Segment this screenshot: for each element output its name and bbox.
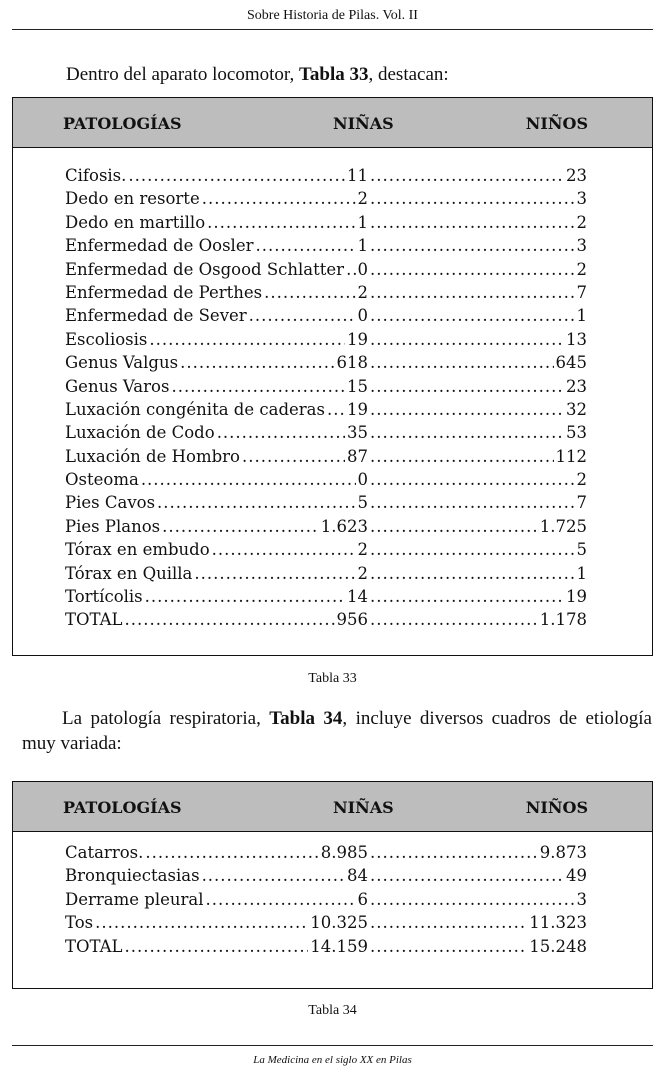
row-label-segment bbox=[65, 841, 370, 864]
table-33-header bbox=[13, 98, 652, 148]
header-patologias: PATOLOGÍAS bbox=[63, 798, 182, 817]
row-value-ninas: 1 bbox=[356, 211, 371, 234]
row-ninos-segment bbox=[370, 445, 589, 468]
row-ninos-segment bbox=[370, 164, 589, 187]
row-value-ninas: 8.985 bbox=[319, 841, 370, 864]
row-value-ninas: 0 bbox=[356, 304, 371, 327]
row-value-ninos: 32 bbox=[564, 398, 589, 421]
row-ninos-segment bbox=[370, 398, 589, 421]
table-33-caption: Tabla 33 bbox=[308, 671, 357, 686]
row-ninos-segment bbox=[370, 864, 589, 887]
leader-dots bbox=[370, 187, 575, 210]
table-34-header bbox=[13, 782, 652, 832]
row-value-ninos: 3 bbox=[575, 187, 590, 210]
row-ninos-segment bbox=[370, 538, 589, 561]
row-value-ninas: 15 bbox=[345, 375, 370, 398]
row-value-ninas: 11 bbox=[345, 164, 370, 187]
row-label-segment bbox=[65, 608, 370, 631]
row-label: Enfermedad de Sever bbox=[65, 304, 249, 327]
leader-dots bbox=[370, 211, 575, 234]
row-value-ninas: 618 bbox=[335, 351, 371, 374]
row-value-ninos: 5 bbox=[575, 538, 590, 561]
row-label-segment bbox=[65, 491, 370, 514]
row-ninos-segment bbox=[370, 491, 589, 514]
leader-dots bbox=[194, 562, 355, 585]
row-value-ninas: 2 bbox=[356, 281, 371, 304]
row-label-segment bbox=[65, 538, 370, 561]
row-label-segment bbox=[65, 211, 370, 234]
header-ninas: NIÑAS bbox=[333, 114, 394, 133]
header-ninas: NIÑAS bbox=[333, 798, 394, 817]
leader-dots bbox=[370, 164, 564, 187]
leader-dots bbox=[264, 281, 355, 304]
row-label-segment bbox=[65, 234, 370, 257]
table-row bbox=[65, 585, 589, 608]
table-row bbox=[65, 258, 589, 281]
row-ninos-segment bbox=[370, 258, 589, 281]
leader-dots bbox=[125, 608, 335, 631]
table-row bbox=[65, 281, 589, 304]
leader-dots bbox=[370, 888, 575, 911]
row-ninos-segment bbox=[370, 888, 589, 911]
row-label: TOTAL bbox=[65, 935, 125, 958]
row-label-segment bbox=[65, 281, 370, 304]
row-label: Pies Cavos bbox=[65, 491, 157, 514]
table-34-caption: Tabla 34 bbox=[308, 1003, 357, 1018]
table-row bbox=[65, 841, 589, 864]
leader-dots bbox=[370, 398, 564, 421]
row-value-ninos: 3 bbox=[575, 234, 590, 257]
header-rule bbox=[12, 29, 653, 30]
row-label: Genus Valgus bbox=[65, 351, 180, 374]
row-value-ninos: 49 bbox=[564, 864, 589, 887]
leader-dots bbox=[370, 421, 564, 444]
row-label-segment bbox=[65, 328, 370, 351]
row-label-segment bbox=[65, 935, 370, 958]
table-33 bbox=[12, 97, 653, 656]
table-row bbox=[65, 234, 589, 257]
row-value-ninas: 2 bbox=[356, 187, 371, 210]
leader-dots bbox=[370, 911, 527, 934]
row-label: Escoliosis bbox=[65, 328, 149, 351]
row-value-ninos: 23 bbox=[564, 164, 589, 187]
leader-dots bbox=[125, 935, 309, 958]
row-value-ninas: 19 bbox=[345, 398, 370, 421]
table-34 bbox=[12, 781, 653, 989]
row-label: Luxación de Hombro bbox=[65, 445, 242, 468]
row-label: Pies Planos bbox=[65, 515, 162, 538]
row-value-ninos: 7 bbox=[575, 491, 590, 514]
leader-dots bbox=[95, 911, 308, 934]
table-row bbox=[65, 187, 589, 210]
leader-dots bbox=[370, 304, 575, 327]
table-33-rows bbox=[65, 164, 589, 632]
row-value-ninos: 645 bbox=[554, 351, 590, 374]
leader-dots bbox=[145, 585, 345, 608]
intro-2-text-b: , incluye diversos cuadros de etiología muy variada: bbox=[22, 708, 652, 754]
row-label: Derrame pleural bbox=[65, 888, 206, 911]
intro-1-text-a: Dentro del aparato locomotor, bbox=[66, 64, 299, 85]
row-value-ninas: 10.325 bbox=[308, 911, 370, 934]
leader-dots bbox=[207, 211, 355, 234]
table-row bbox=[65, 608, 589, 631]
row-value-ninos: 19 bbox=[564, 585, 589, 608]
row-ninos-segment bbox=[370, 281, 589, 304]
table-row bbox=[65, 164, 589, 187]
table-row bbox=[65, 398, 589, 421]
row-label-segment bbox=[65, 864, 370, 887]
table-row bbox=[65, 935, 589, 958]
leader-dots bbox=[370, 351, 554, 374]
row-value-ninas: 2 bbox=[356, 538, 371, 561]
header-ninos: NIÑOS bbox=[525, 114, 588, 133]
row-value-ninas: 14.159 bbox=[308, 935, 370, 958]
header-patologias: PATOLOGÍAS bbox=[63, 114, 182, 133]
row-label: Enfermedad de Oosler bbox=[65, 234, 255, 257]
row-label-segment bbox=[65, 515, 370, 538]
row-label: Cifosis. bbox=[65, 164, 128, 187]
row-label-segment bbox=[65, 304, 370, 327]
leader-dots bbox=[370, 328, 564, 351]
intro-2-text-a: La patología respiratoria, bbox=[62, 708, 270, 729]
row-value-ninos: 1 bbox=[575, 304, 590, 327]
row-value-ninos: 1.178 bbox=[538, 608, 589, 631]
row-value-ninos: 23 bbox=[564, 375, 589, 398]
leader-dots bbox=[370, 935, 527, 958]
leader-dots bbox=[370, 445, 554, 468]
table-row bbox=[65, 328, 589, 351]
leader-dots bbox=[249, 304, 356, 327]
leader-dots bbox=[206, 888, 356, 911]
row-ninos-segment bbox=[370, 328, 589, 351]
row-value-ninas: 1 bbox=[356, 234, 371, 257]
row-value-ninas: 0 bbox=[356, 258, 371, 281]
intro-paragraph-1 bbox=[66, 62, 656, 87]
table-row bbox=[65, 538, 589, 561]
row-value-ninas: 19 bbox=[345, 328, 370, 351]
row-label: Enfermedad de Osgood Schlatter bbox=[65, 258, 346, 281]
row-label-segment bbox=[65, 445, 370, 468]
row-value-ninos: 7 bbox=[575, 281, 590, 304]
row-value-ninas: 2 bbox=[356, 562, 371, 585]
row-ninos-segment bbox=[370, 562, 589, 585]
table-34-rows bbox=[65, 841, 589, 958]
row-label: Dedo en resorte bbox=[65, 187, 202, 210]
row-label: Tos bbox=[65, 911, 95, 934]
row-value-ninas: 35 bbox=[345, 421, 370, 444]
leader-dots bbox=[370, 585, 564, 608]
table-row bbox=[65, 864, 589, 887]
row-value-ninas: 6 bbox=[356, 888, 371, 911]
intro-1-text-b: , destacan: bbox=[368, 64, 449, 85]
row-value-ninos: 11.323 bbox=[527, 911, 589, 934]
row-value-ninas: 14 bbox=[345, 585, 370, 608]
row-label: Luxación congénita de caderas bbox=[65, 398, 327, 421]
row-value-ninas: 956 bbox=[335, 608, 371, 631]
row-value-ninas: 84 bbox=[345, 864, 370, 887]
row-label: Tórax en Quilla bbox=[65, 562, 194, 585]
row-value-ninos: 15.248 bbox=[527, 935, 589, 958]
intro-2-table-ref: Tabla 34 bbox=[269, 708, 343, 729]
row-label-segment bbox=[65, 398, 370, 421]
row-value-ninos: 9.873 bbox=[538, 841, 589, 864]
row-label-segment bbox=[65, 375, 370, 398]
row-ninos-segment bbox=[370, 935, 589, 958]
row-ninos-segment bbox=[370, 234, 589, 257]
table-row bbox=[65, 491, 589, 514]
row-ninos-segment bbox=[370, 421, 589, 444]
intro-1-table-ref: Tabla 33 bbox=[298, 64, 369, 85]
leader-dots bbox=[370, 515, 538, 538]
table-row bbox=[65, 375, 589, 398]
table-row bbox=[65, 515, 589, 538]
leader-dots bbox=[212, 538, 356, 561]
row-value-ninos: 2 bbox=[575, 211, 590, 234]
row-label: Genus Varos bbox=[65, 375, 171, 398]
leader-dots bbox=[171, 375, 345, 398]
table-row bbox=[65, 304, 589, 327]
row-label-segment bbox=[65, 888, 370, 911]
leader-dots bbox=[370, 234, 575, 257]
row-value-ninos: 3 bbox=[575, 888, 590, 911]
row-value-ninas: 1.623 bbox=[319, 515, 370, 538]
row-ninos-segment bbox=[370, 911, 589, 934]
leader-dots bbox=[180, 351, 334, 374]
row-ninos-segment bbox=[370, 468, 589, 491]
running-footer: La Medicina en el siglo XX en Pilas bbox=[253, 1054, 412, 1066]
leader-dots bbox=[370, 841, 538, 864]
table-row bbox=[65, 911, 589, 934]
row-label-segment bbox=[65, 421, 370, 444]
row-label: Bronquiectasias bbox=[65, 864, 202, 887]
table-row bbox=[65, 888, 589, 911]
table-row bbox=[65, 421, 589, 444]
row-value-ninos: 1 bbox=[575, 562, 590, 585]
row-label: Tórax en embudo bbox=[65, 538, 212, 561]
leader-dots bbox=[157, 491, 355, 514]
row-label: Luxación de Codo bbox=[65, 421, 217, 444]
row-label: TOTAL bbox=[65, 608, 125, 631]
row-label-segment bbox=[65, 351, 370, 374]
row-label-segment bbox=[65, 468, 370, 491]
row-ninos-segment bbox=[370, 375, 589, 398]
row-ninos-segment bbox=[370, 515, 589, 538]
footer-rule bbox=[12, 1045, 653, 1046]
leader-dots bbox=[370, 538, 575, 561]
row-value-ninos: 53 bbox=[564, 421, 589, 444]
table-row bbox=[65, 351, 589, 374]
row-value-ninos: 2 bbox=[575, 468, 590, 491]
leader-dots bbox=[202, 187, 356, 210]
row-label: Tortícolis bbox=[65, 585, 145, 608]
leader-dots bbox=[255, 234, 355, 257]
row-ninos-segment bbox=[370, 304, 589, 327]
intro-paragraph-2 bbox=[22, 706, 652, 756]
leader-dots bbox=[370, 468, 575, 491]
leader-dots bbox=[145, 841, 318, 864]
leader-dots bbox=[327, 398, 345, 421]
row-ninos-segment bbox=[370, 187, 589, 210]
leader-dots bbox=[346, 258, 355, 281]
leader-dots bbox=[370, 562, 575, 585]
leader-dots bbox=[370, 258, 575, 281]
row-label: Dedo en martillo bbox=[65, 211, 207, 234]
leader-dots bbox=[370, 608, 538, 631]
table-row bbox=[65, 562, 589, 585]
leader-dots bbox=[370, 281, 575, 304]
row-ninos-segment bbox=[370, 585, 589, 608]
row-ninos-segment bbox=[370, 841, 589, 864]
row-value-ninos: 112 bbox=[554, 445, 590, 468]
leader-dots bbox=[149, 328, 345, 351]
row-label-segment bbox=[65, 585, 370, 608]
row-label-segment bbox=[65, 187, 370, 210]
row-label-segment bbox=[65, 164, 370, 187]
row-label-segment bbox=[65, 258, 370, 281]
row-ninos-segment bbox=[370, 351, 589, 374]
header-ninos: NIÑOS bbox=[525, 798, 588, 817]
row-label: Osteoma bbox=[65, 468, 141, 491]
row-label-segment bbox=[65, 911, 370, 934]
table-row bbox=[65, 445, 589, 468]
row-value-ninos: 2 bbox=[575, 258, 590, 281]
leader-dots bbox=[162, 515, 319, 538]
leader-dots bbox=[370, 491, 575, 514]
row-label-segment bbox=[65, 562, 370, 585]
row-value-ninos: 13 bbox=[564, 328, 589, 351]
leader-dots bbox=[128, 164, 345, 187]
leader-dots bbox=[202, 864, 345, 887]
leader-dots bbox=[242, 445, 345, 468]
running-header: Sobre Historia de Pilas. Vol. II bbox=[247, 8, 418, 23]
leader-dots bbox=[141, 468, 356, 491]
row-value-ninas: 5 bbox=[356, 491, 371, 514]
leader-dots bbox=[370, 375, 564, 398]
row-value-ninas: 87 bbox=[345, 445, 370, 468]
row-value-ninas: 0 bbox=[356, 468, 371, 491]
leader-dots bbox=[217, 421, 345, 444]
row-label: Catarros. bbox=[65, 841, 145, 864]
row-ninos-segment bbox=[370, 211, 589, 234]
table-row bbox=[65, 211, 589, 234]
row-ninos-segment bbox=[370, 608, 589, 631]
table-row bbox=[65, 468, 589, 491]
row-label: Enfermedad de Perthes bbox=[65, 281, 264, 304]
row-value-ninos: 1.725 bbox=[538, 515, 589, 538]
leader-dots bbox=[370, 864, 564, 887]
